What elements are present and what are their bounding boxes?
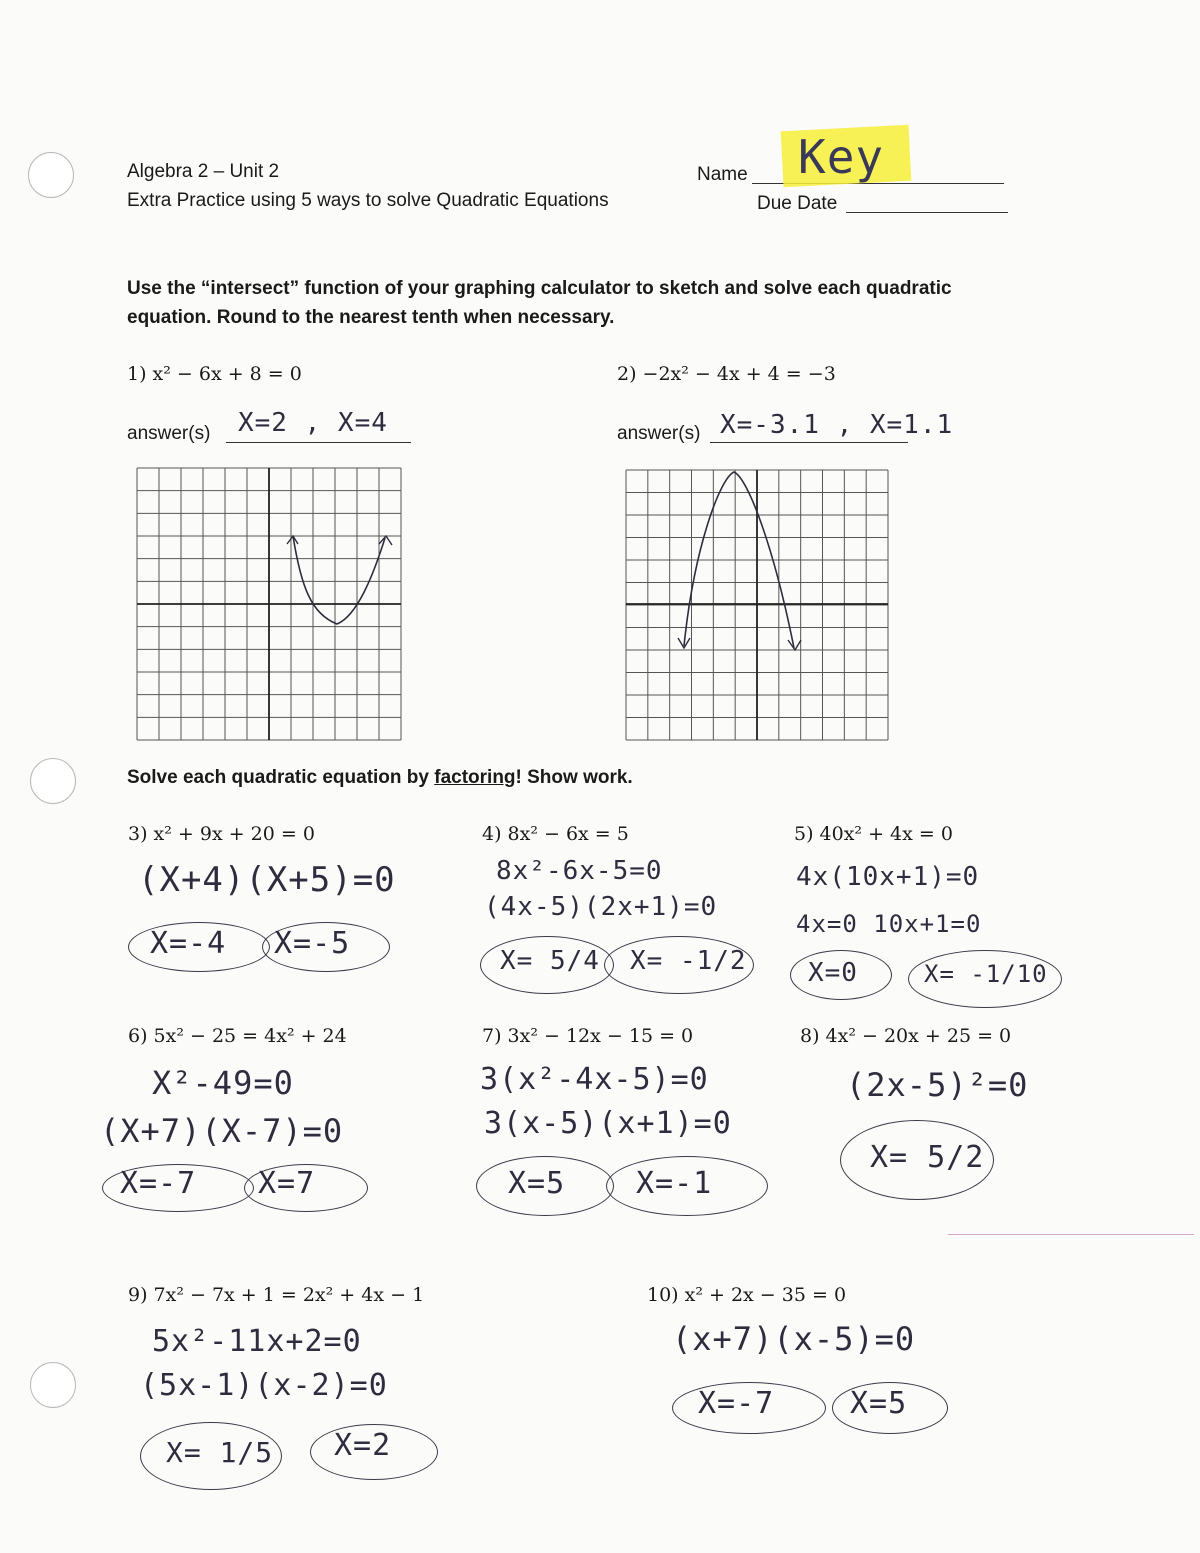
problem-9-work-2: (5x-1)(x-2)=0 — [140, 1368, 388, 1403]
binder-hole-middle — [30, 758, 76, 804]
graph-1 — [135, 466, 403, 742]
problem-6-answer-1: X=-7 — [120, 1166, 197, 1201]
problem-7-answer-1: X=5 — [508, 1166, 566, 1201]
answer-2: X=-3.1 , X=1.1 — [720, 410, 954, 440]
problem-6-work-2: (X+7)(X-7)=0 — [100, 1112, 344, 1150]
problem-7-answer-2: X=-1 — [636, 1166, 713, 1201]
name-value: Key — [798, 130, 885, 184]
problem-9-work-1: 5x²-11x+2=0 — [152, 1324, 362, 1359]
problem-8-work-1: (2x-5)²=0 — [846, 1066, 1029, 1104]
problem-7-work-1: 3(x²-4x-5)=0 — [480, 1062, 709, 1097]
problem-10-answer-2: X=5 — [850, 1386, 908, 1421]
factoring-intro: Solve each quadratic equation by — [127, 767, 435, 788]
problem-6-work-1: X²-49=0 — [152, 1064, 294, 1102]
due-date-line — [846, 212, 1008, 213]
problem-3-work-1: (X+4)(X+5)=0 — [138, 860, 396, 900]
problem-5-answer-1: X=0 — [808, 958, 858, 988]
factoring-keyword: factoring — [434, 767, 516, 788]
course-title: Algebra 2 – Unit 2 — [127, 161, 280, 182]
problem-5-work-1: 4x(10x+1)=0 — [796, 862, 980, 892]
problem-3-answer-2: X=-5 — [274, 926, 351, 961]
problem-7-equation: 7) 3x² − 12x − 15 = 0 — [482, 1025, 694, 1047]
problem-5-work-2: 4x=0 10x+1=0 — [796, 910, 982, 938]
problem-7-work-2: 3(x-5)(x+1)=0 — [484, 1106, 732, 1141]
problem-4-answer-1: X= 5/4 — [500, 946, 600, 976]
problem-10-work-1: (x+7)(x-5)=0 — [672, 1320, 916, 1358]
problem-8-answer: X= 5/2 — [870, 1140, 985, 1175]
margin-mark — [948, 1234, 1194, 1235]
problem-3-answer-1: X=-4 — [150, 926, 227, 961]
answer-label-1: answer(s) — [127, 423, 211, 444]
problem-1-equation: 1) x² − 6x + 8 = 0 — [127, 363, 302, 385]
problem-3-equation: 3) x² + 9x + 20 = 0 — [128, 823, 315, 845]
problem-5-equation: 5) 40x² + 4x = 0 — [794, 823, 953, 845]
problem-4-answer-2: X= -1/2 — [630, 946, 747, 976]
problem-9-answer-1: X= 1/5 — [166, 1436, 274, 1469]
due-date-label: Due Date — [757, 193, 838, 214]
worksheet-subtitle: Extra Practice using 5 ways to solve Quadratic Equations — [127, 190, 609, 211]
problem-6-answer-2: X=7 — [258, 1166, 316, 1201]
problem-5-answer-2: X= -1/10 — [924, 960, 1048, 988]
factoring-instructions — [127, 763, 633, 792]
problem-4-work-2: (4x-5)(2x+1)=0 — [484, 892, 718, 922]
binder-hole-bottom — [30, 1362, 76, 1408]
graph-1-arrow-right — [379, 536, 392, 545]
name-label: Name — [697, 164, 748, 185]
problem-10-answer-1: X=-7 — [698, 1386, 775, 1421]
problem-9-answer-2: X=2 — [334, 1428, 392, 1463]
problem-8-equation: 8) 4x² − 20x + 25 = 0 — [800, 1025, 1012, 1047]
problem-2-equation: 2) −2x² − 4x + 4 = −3 — [617, 363, 836, 385]
binder-hole-top — [28, 152, 74, 198]
problem-6-equation: 6) 5x² − 25 = 4x² + 24 — [128, 1025, 347, 1047]
graph-1-parabola — [293, 536, 385, 624]
graph-1-arrow-left — [287, 536, 298, 544]
problem-4-equation: 4) 8x² − 6x = 5 — [482, 823, 629, 845]
problem-10-equation: 10) x² + 2x − 35 = 0 — [647, 1284, 847, 1306]
graphing-instructions: Use the “intersect” function of your graphing calculator to sketch and solve each quadratic equation. Round to the nearest tenth when necessary. — [127, 278, 952, 328]
answer-line-1 — [226, 442, 411, 443]
answer-label-2: answer(s) — [617, 423, 701, 444]
graph-2-arrow-right — [788, 640, 801, 650]
answer-line-2 — [710, 442, 908, 443]
problem-9-equation: 9) 7x² − 7x + 1 = 2x² + 4x − 1 — [128, 1284, 425, 1306]
answer-1: X=2 , X=4 — [238, 408, 388, 438]
problem-4-work-1: 8x²-6x-5=0 — [496, 856, 663, 886]
factoring-outro: ! Show work. — [515, 767, 633, 788]
graph-2 — [624, 468, 890, 742]
